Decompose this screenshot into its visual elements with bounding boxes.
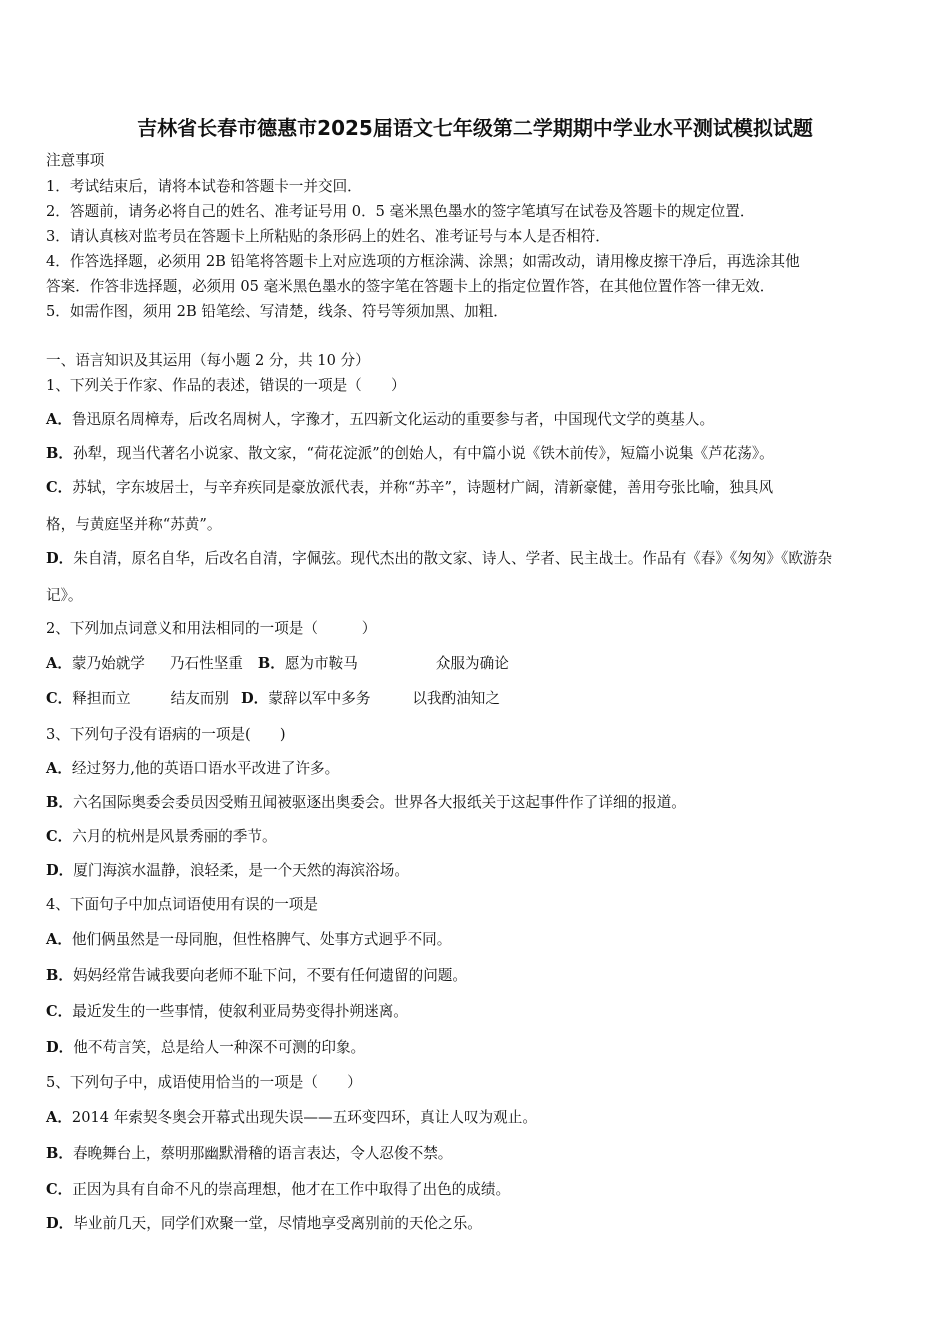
option-label: D． xyxy=(46,1215,74,1232)
question-1-option-d xyxy=(46,549,832,569)
option-text: 正因为具有自命不凡的崇高理想，他才在工作中取得了出色的成绩。 xyxy=(72,1181,511,1198)
question-5-option-a xyxy=(46,1108,537,1128)
option-label: A． xyxy=(46,411,72,428)
question-1-option-c xyxy=(46,478,773,498)
question-4-option-b xyxy=(46,966,467,986)
option-label: A． xyxy=(46,931,72,948)
question-5-option-c xyxy=(46,1180,510,1200)
option-text: 蒙乃始就学 xyxy=(71,655,145,672)
option-text: 鲁迅原名周樟寿，后改名周树人，字豫才，五四新文化运动的重要参与者，中国现代文学的奠基人。 xyxy=(71,411,715,428)
section-heading: 一、语言知识及其运用（每小题 2 分，共 10 分） xyxy=(46,352,370,369)
option-label: C． xyxy=(46,690,73,707)
page-title: 吉林省长春市德惠市2025届语文七年级第二学期期中学业水平测试模拟试题 xyxy=(137,116,813,140)
question-1-option-b xyxy=(46,444,774,464)
notice-item-4-cont: 答案．作答非选择题，必须用 05 毫米黑色墨水的签字笔在答题卡上的指定位置作答，在其他位置作答一律无效． xyxy=(46,278,775,295)
option-text: 他不苟言笑，总是给人一种深不可测的印象。 xyxy=(73,1039,366,1056)
option-text: 六名国际奥委会委员因受贿丑闻被驱逐出奥委会。世界各大报纸关于这起事件作了详细的报道。 xyxy=(72,794,686,811)
option-label: C． xyxy=(46,1003,73,1020)
option-text: 他们俩虽然是一母同胞，但性格脾气、处事方式迥乎不同。 xyxy=(71,931,452,948)
question-1-option-a xyxy=(46,410,714,430)
option-text: 妈妈经常告诫我要向老师不耻下问，不要有任何遗留的问题。 xyxy=(72,967,467,984)
notice-item-4: 4．作答选择题，必须用 2B 铅笔将答题卡上对应选项的方框涂满、涂黑；如需改动，请用橡皮擦干净后，再选涂其他 xyxy=(46,253,800,270)
question-5-stem: 5、下列句子中，成语使用恰当的一项是（ ） xyxy=(46,1074,362,1091)
option-text: 春晚舞台上，蔡明那幽默滑稽的语言表达，令人忍俊不禁。 xyxy=(72,1145,453,1162)
option-label: B． xyxy=(257,655,285,672)
option-label: B． xyxy=(46,794,73,811)
option-text: 众服为确论 xyxy=(435,655,509,672)
question-4-option-c xyxy=(46,1002,408,1022)
option-label: B． xyxy=(46,445,73,462)
notice-item-5: 5．如需作图，须用 2B 铅笔绘、写清楚，线条、符号等须加黑、加粗． xyxy=(46,303,508,320)
option-text: 以我酌油知之 xyxy=(412,690,500,707)
question-2-options-ab xyxy=(46,654,509,674)
option-label: C． xyxy=(46,828,73,845)
question-1-option-d-cont: 记》。 xyxy=(46,587,83,604)
option-text: 苏轼，字东坡居士，与辛弃疾同是豪放派代表，并称“苏辛”，诗题材广阔，清新豪健，善用夸张比喻，独具风 xyxy=(72,479,774,496)
question-5-option-d xyxy=(46,1214,482,1234)
option-text: 朱自清，原名自华，后改名自清，字佩弦。现代杰出的散文家、诗人、学者、民主战士。作品有《春》《匆匆》《欧游杂 xyxy=(73,550,833,567)
option-text: 六月的杭州是风景秀丽的季节。 xyxy=(72,828,277,845)
question-3-option-b xyxy=(46,793,686,813)
option-label: A． xyxy=(46,655,72,672)
option-label: A． xyxy=(46,760,72,777)
option-label: B． xyxy=(46,1145,73,1162)
question-4-stem: 4、下面句子中加点词语使用有误的一项是 xyxy=(46,896,318,913)
notice-item-1: 1．考试结束后，请将本试卷和答题卡一并交回． xyxy=(46,178,362,195)
option-text: 经过努力,他的英语口语水平改进了许多。 xyxy=(71,760,340,777)
option-text: 2014 年索契冬奥会开幕式出现失误——五环变四环，真让人叹为观止。 xyxy=(71,1109,537,1126)
option-text: 愿为市鞍马 xyxy=(284,655,358,672)
option-text: 释担而立 xyxy=(72,690,131,707)
option-text: 乃石性坚重 xyxy=(169,655,243,672)
question-2-options-cd xyxy=(46,689,500,709)
question-3-option-a xyxy=(46,759,339,779)
question-1-stem: 1、下列关于作家、作品的表述，错误的一项是（ ） xyxy=(46,377,406,394)
option-text: 厦门海滨水温静，浪轻柔，是一个天然的海滨浴场。 xyxy=(73,862,409,879)
question-4-option-d xyxy=(46,1038,365,1058)
option-label: D． xyxy=(46,550,74,567)
option-label: B． xyxy=(46,967,73,984)
question-5-option-b xyxy=(46,1144,452,1164)
option-text: 结友而别 xyxy=(170,690,229,707)
option-text: 蒙辞以军中多务 xyxy=(268,690,371,707)
option-text: 最近发生的一些事情，使叙利亚局势变得扑朔迷离。 xyxy=(72,1003,408,1020)
option-label: C． xyxy=(46,1181,73,1198)
option-label: D． xyxy=(241,690,269,707)
option-label: C． xyxy=(46,479,73,496)
question-4-option-a xyxy=(46,930,451,950)
option-text: 毕业前几天，同学们欢聚一堂，尽情地享受离别前的天伦之乐。 xyxy=(73,1215,482,1232)
notice-heading: 注意事项 xyxy=(46,152,105,169)
question-1-option-c-cont: 格，与黄庭坚并称“苏黄”。 xyxy=(46,516,222,533)
option-label: A． xyxy=(46,1109,72,1126)
question-2-stem: 2、下列加点词意义和用法相同的一项是（ ） xyxy=(46,620,377,637)
notice-item-3: 3．请认真核对监考员在答题卡上所粘贴的条形码上的姓名、准考证号与本人是否相符． xyxy=(46,228,610,245)
notice-item-2: 2．答题前，请务必将自己的姓名、准考证号用 0．5 毫米黑色墨水的签字笔填写在试卷及答题卡的规定位置． xyxy=(46,203,755,220)
option-text: 孙犁，现当代著名小说家、散文家，“荷花淀派”的创始人，有中篇小说《铁木前传》，短篇小说集《芦花荡》。 xyxy=(72,445,774,462)
option-label: D． xyxy=(46,1039,74,1056)
question-3-option-c xyxy=(46,827,277,847)
option-label: D． xyxy=(46,862,74,879)
question-3-stem: 3、下列句子没有语病的一项是( ) xyxy=(46,726,286,743)
question-3-option-d xyxy=(46,861,409,881)
